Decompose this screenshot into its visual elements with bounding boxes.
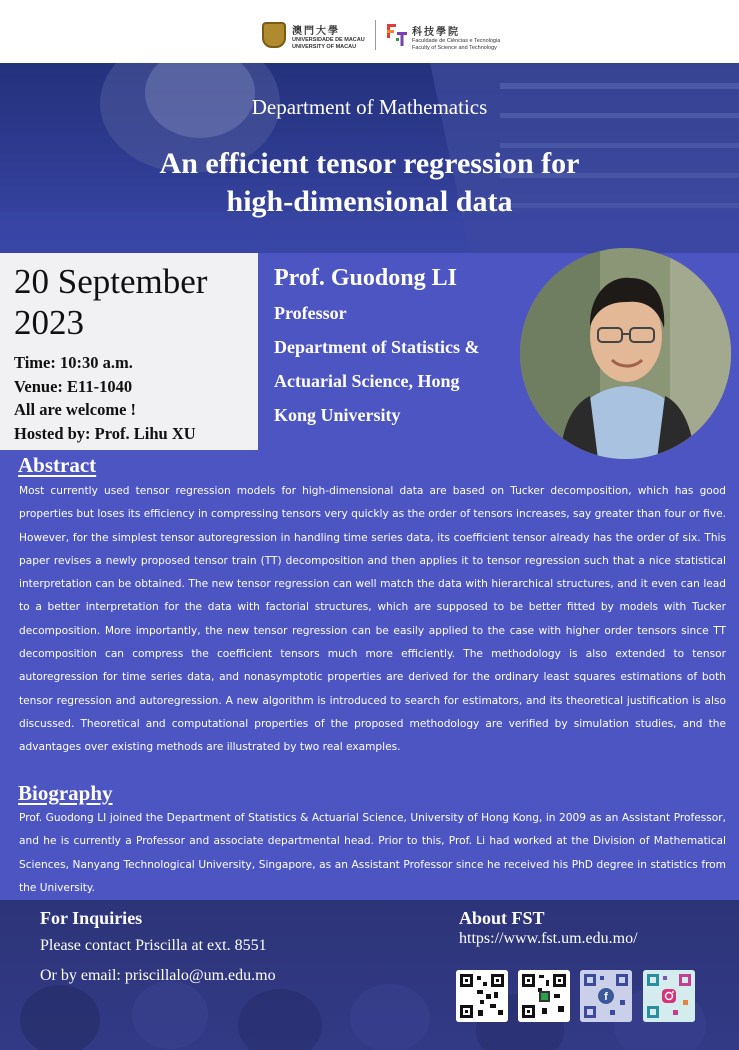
speaker-role: Professor [274,303,347,323]
event-host: Hosted by: Prof. Lihu XU [14,423,196,443]
event-time: Time: 10:30 a.m. [14,353,133,372]
abstract-heading: Abstract [18,453,97,477]
svg-text:f: f [604,991,608,1003]
event-welcome: All are welcome ! [14,400,137,419]
qr-code-wechat-icon[interactable] [518,970,570,1022]
speaker-name: Prof. Guodong LI [274,265,457,291]
talk-title: An efficient tensor regression for high-dimensional data [159,147,580,218]
event-venue: Venue: E11-1040 [14,376,133,396]
fst-website-link[interactable]: https://www.fst.um.edu.mo/ [459,930,638,947]
speaker-portrait-image [520,248,731,459]
speaker-affiliation: Department of Statistics & Actuarial Science, Hong Kong University [274,337,480,425]
fst-logo-mark [386,23,408,47]
speaker-info [274,262,519,432]
logo-divider [375,20,376,50]
logo-bar [0,0,739,63]
event-info [14,351,258,445]
contact-email[interactable]: Or by email: priscillalo@um.edu.mo [40,967,276,984]
event-date: 20 September 2023 [14,262,208,342]
biography-text: Prof. Guodong LI joined the Department of Statistics & Actuarial Science, University of Hong Kong, in 2009 as an Assistant Professor, and he is currently a Professor and associate departmental head. Prior to this, Prof. Li had worked at the Division of Mathematical Sciences, Nanyang Technological University, Singapore, as an Assistant Professor since he received his PhD degree in statistics from the University. [19,812,726,894]
um-seal-logo [262,22,286,48]
title-banner [0,63,739,253]
um-logo-text: 澳門大學 UNIVERSIDADE DE MACAU UNIVERSITY OF MACAU [292,26,365,50]
abstract-text: Most currently used tensor regression models for high-dimensional data are based on Tucker decomposition, which has good properties but loses its efficiency in compressing tensors very quickly as the order of tensors increases, say greater than four or five. However, for the simplest tensor autoregression in handling time series data, its coefficient tensor already has the order of six. This paper revises a newly proposed tensor train (TT) decomposition and then applies it to tensor regression such that a nice statistical interpretation can be obtained. The new tensor regression can well match the data with hierarchical structures, and it even can lead to a better interpretation for the data with factorial structures, which are supposed to be better fitted by models with Tucker decomposition. More importantly, the new tensor regression can be easily applied to the case with higher order tensors since TT decomposition can compress the coefficient tensors much more efficiently. The methodology is also extended to tensor autoregression for time series data, and nonasymptotic properties are derived for the ordinary least squares estimations of both tensor regression and autoregression. A new algorithm is introduced to search for estimators, and its theoretical justification is also discussed. Theoretical and computational properties of the proposed methodology are verified by simulation studies, and the advantages over existing methods are illustrated by two real examples. [19,485,726,754]
event-details-panel [0,253,258,450]
footer [0,900,739,1050]
instagram-qr-icon[interactable] [643,970,695,1022]
inquiries-heading: For Inquiries [40,908,143,928]
facebook-qr-icon[interactable] [580,970,632,1022]
department-title: Department of Mathematics [251,95,488,119]
about-fst-heading: About FST [459,908,545,928]
qr-code-icon[interactable] [456,970,508,1022]
fst-logo-text: 科技學院 Faculdade de Ciências e Tecnologia Faculty of Science and Technology [412,27,501,51]
speaker-photo [520,248,731,459]
contact-phone: Please contact Priscilla at ext. 8551 [40,937,267,954]
biography-heading: Biography [18,781,113,805]
